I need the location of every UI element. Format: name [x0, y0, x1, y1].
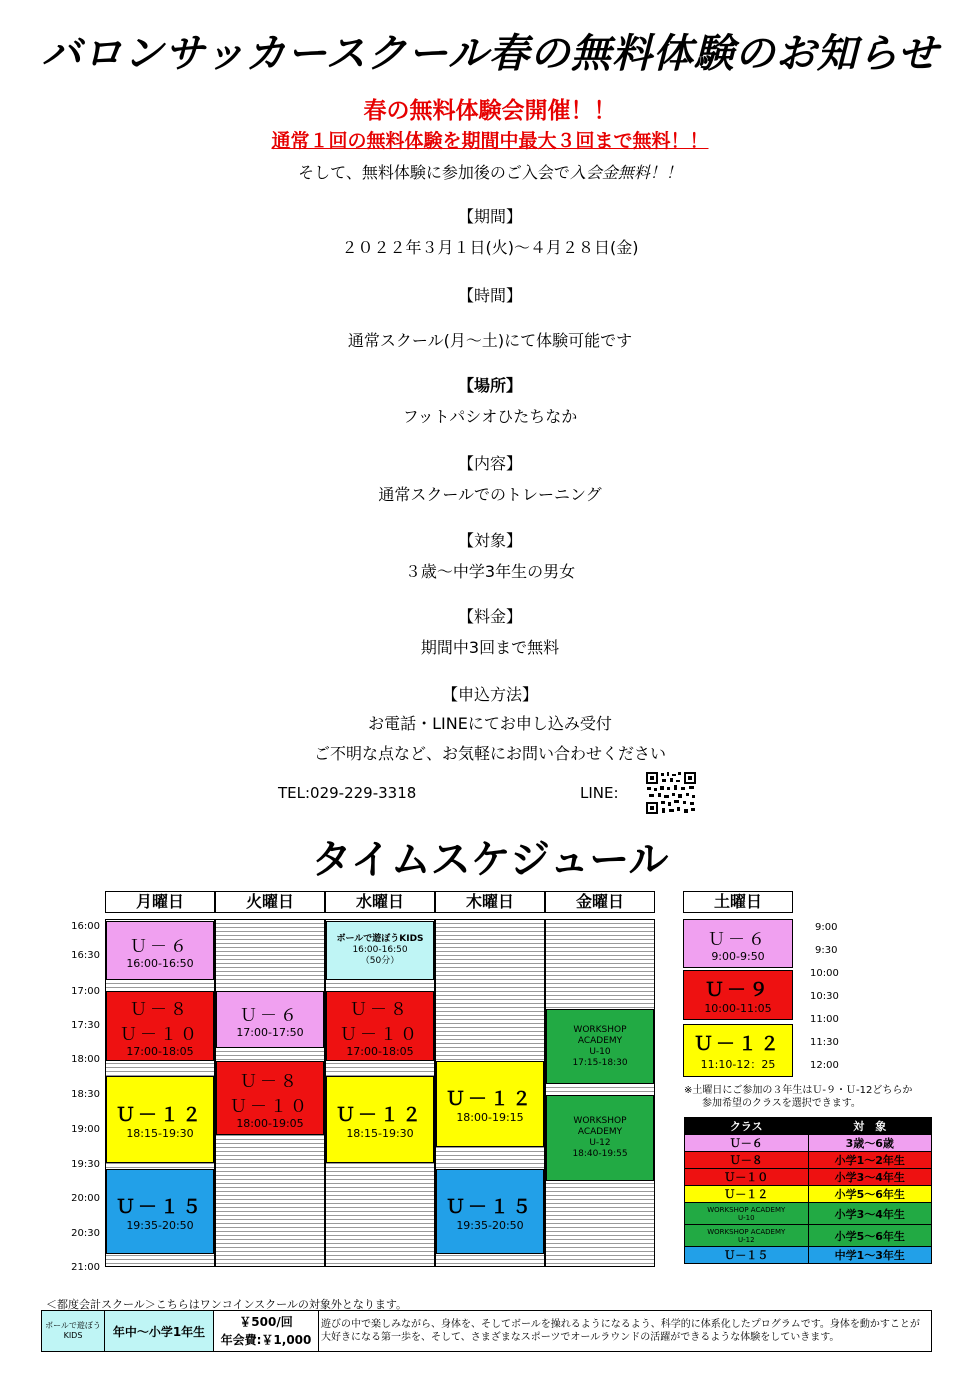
class-name: Ｕ－１２ [335, 1103, 424, 1126]
time-label: 18:30 [71, 1089, 100, 1100]
fee-label: 【料金】 [457, 607, 522, 626]
legend-target: 小学3～4年生 [808, 1169, 932, 1186]
class-block-fri-workshop-u12[interactable] [546, 1095, 654, 1181]
apply-label: 【申込方法】 [441, 685, 538, 704]
time-label: 20:00 [71, 1193, 100, 1204]
schedule-title: タイムスケジュール [311, 837, 669, 883]
class-name: Ｕ－６ [240, 1005, 300, 1026]
legend-header-class: クラス [685, 1118, 809, 1135]
class-time: 19:35-20:50 [126, 1218, 194, 1232]
kids-info-table [41, 1310, 932, 1352]
class-name: ACADEMY [577, 1035, 623, 1046]
class-time: 18:00-19:15 [456, 1111, 524, 1124]
time-label: 18:00 [71, 1054, 100, 1065]
class-name: Ｕ－１０ [340, 1024, 420, 1045]
header-friday: 金曜日 [545, 891, 655, 913]
class-legend-table [684, 1117, 932, 1264]
page-title: バロンサッカースクール春の無料体験のお知らせ [41, 31, 939, 77]
kids-price: ￥500/回 [239, 1315, 293, 1329]
kids-name-line: ボールで遊ぼう [45, 1321, 101, 1330]
sat-time-label: 10:00 [810, 968, 839, 979]
legend-class: Ｕ－１５ [685, 1247, 809, 1264]
legend-class: Ｕ－１２ [685, 1186, 809, 1203]
class-time: 10:00-11:05 [704, 1002, 772, 1015]
target-text: ３歳～中学3年生の男女 [404, 562, 576, 581]
class-time: 16:00-16:50 [126, 956, 194, 970]
class-block-sat-u12[interactable] [683, 1024, 793, 1077]
class-block-mon-u15[interactable] [106, 1169, 214, 1254]
legend-class-line: WORKSHOP ACADEMY [707, 1205, 786, 1214]
class-block-wed-u8-u10[interactable] [326, 991, 434, 1061]
sat-time-label: 9:00 [815, 922, 838, 933]
kids-annual-fee: 年会費:￥1,000 [220, 1333, 312, 1347]
legend-class-line: U-12 [737, 1235, 755, 1244]
sat-time-label: 9:30 [815, 945, 838, 956]
class-name: Ｕ－９ [704, 979, 771, 1001]
apply-text-1: お電話・LINEにてお申し込み受付 [368, 714, 612, 733]
header-saturday: 土曜日 [683, 891, 793, 913]
class-name: Ｕ－６ [130, 936, 190, 957]
legend-class: Ｕ－１０ [685, 1169, 809, 1186]
class-time: 17:00-17:50 [236, 1025, 304, 1039]
class-name: Ｕ－１５ [445, 1195, 534, 1218]
class-name: U-12 [589, 1138, 611, 1148]
legend-target: 小学5～6年生 [808, 1186, 932, 1203]
legend-target: 小学3～4年生 [808, 1203, 932, 1225]
sat-time-label: 11:30 [810, 1037, 839, 1048]
place-label: 【場所】 [457, 376, 522, 395]
time-label: 16:00 [71, 921, 100, 932]
class-name: Ｕ－６ [708, 929, 768, 950]
legend-target: 3歳～6歳 [808, 1135, 932, 1152]
period-label: 【期間】 [457, 207, 522, 226]
class-time: 9:00-9:50 [711, 949, 765, 963]
legend-class [685, 1225, 809, 1247]
legend-header-target: 対 象 [808, 1118, 932, 1135]
class-name: WORKSHOP [573, 1116, 627, 1126]
kids-price-cell [214, 1311, 319, 1352]
saturday-note-line: 参加希望のクラスを選択できます。 [702, 1098, 861, 1109]
legend-class-line: WORKSHOP ACADEMY [707, 1227, 786, 1236]
class-time: 18:15-19:30 [346, 1126, 414, 1140]
time-label: 16:30 [71, 950, 100, 961]
saturday-note [684, 1084, 964, 1110]
class-block-mon-u8-u10[interactable] [106, 991, 214, 1061]
time-label: 21:00 [71, 1262, 100, 1273]
class-time: 18:40-19:55 [572, 1149, 628, 1159]
class-name: Ｕ－１２ [693, 1033, 782, 1055]
class-name: Ｕ－１０ [230, 1096, 310, 1117]
legend-class: Ｕ－８ [685, 1152, 809, 1169]
legend-class [685, 1203, 809, 1225]
headline-sub: 通常１回の無料体験を期間中最大３回まで無料！！ [271, 130, 709, 152]
class-name: Ｕ－１５ [115, 1195, 204, 1218]
class-time: 18:15-19:30 [126, 1126, 194, 1140]
class-name: WORKSHOP [573, 1024, 627, 1035]
fee-text: 期間中3回まで無料 [420, 638, 560, 657]
subtitle-prefix: そして、無料体験に参加後のご入会で [298, 163, 570, 182]
class-name: Ｕ－１２ [115, 1103, 204, 1126]
header-monday: 月曜日 [105, 891, 215, 913]
kids-target-cell: 年中～小学1年生 [105, 1311, 214, 1352]
class-name: U-10 [589, 1046, 611, 1057]
legend-class-line: U-10 [737, 1213, 755, 1222]
class-block-sat-u9[interactable] [683, 970, 793, 1020]
class-time: 17:00-18:05 [346, 1044, 414, 1058]
header-wednesday: 水曜日 [325, 891, 435, 913]
class-name: Ｕ－８ [240, 1071, 300, 1092]
subtitle-emphasis: 入会金無料！！ [569, 163, 682, 182]
class-block-wed-u12[interactable] [326, 1076, 434, 1163]
headline: 春の無料体験会開催！！ [363, 98, 617, 124]
class-time: 18:00-19:05 [236, 1116, 304, 1130]
class-time: 17:15-18:30 [572, 1057, 628, 1068]
kids-name-cell [42, 1311, 105, 1352]
sat-time-label: 11:00 [810, 1014, 839, 1025]
time-label: 19:30 [71, 1159, 100, 1170]
saturday-note-line: ※土曜日にご参加の３年生はＵ-９・Ｕ-12どちらか [684, 1085, 913, 1096]
place-text: フットパシオひたちなか [402, 407, 578, 426]
apply-text-2: ご不明な点など、お気軽にお問い合わせください [313, 744, 666, 763]
time-label: 19:00 [71, 1124, 100, 1135]
subtitle [0, 160, 980, 183]
sat-time-label: 10:30 [810, 991, 839, 1002]
class-name: ボールで遊ぼうKIDS [336, 934, 424, 944]
kids-description-cell: 遊びの中で楽しみながら、身体を、そしてボールを操れるようになるよう、科学的に体系化したプログラムです。身体を動かすことが大好きになる第一歩を、そして、さまざまなスポーツでオールラウンドの活躍ができるような体験をしていきます。 [319, 1311, 932, 1352]
legend-target: 中学1～3年生 [808, 1247, 932, 1264]
class-block-sat-u6[interactable] [683, 919, 793, 968]
bottom-note: ＜都度会計スクール＞こちらはワンコインスクールの対象外となります。 [46, 1298, 408, 1311]
class-time: 11:10-12：25 [700, 1058, 776, 1071]
class-duration: （50分） [360, 956, 400, 966]
legend-class: Ｕ－６ [685, 1135, 809, 1152]
time-label: 20:30 [71, 1228, 100, 1239]
class-name: Ｕ－１２ [445, 1088, 534, 1110]
time-text: 通常スクール(月～土)にて体験可能です [347, 331, 633, 350]
class-name: Ｕ－１０ [120, 1024, 200, 1045]
class-time: 19:35-20:50 [456, 1218, 524, 1232]
column-friday [545, 919, 655, 1267]
class-block-tue-u8-u10[interactable] [216, 1061, 324, 1135]
qr-code-icon[interactable] [645, 771, 697, 815]
class-name: Ｕ－８ [350, 999, 410, 1020]
legend-target: 小学5～6年生 [808, 1225, 932, 1247]
class-block-mon-u12[interactable] [106, 1076, 214, 1163]
class-block-fri-workshop-u10[interactable] [546, 1009, 654, 1084]
class-block-thu-u15[interactable] [436, 1169, 544, 1254]
header-tuesday: 火曜日 [215, 891, 325, 913]
time-label: 17:00 [71, 986, 100, 997]
class-block-thu-u12[interactable] [436, 1061, 544, 1147]
class-block-tue-u6[interactable] [216, 991, 324, 1048]
line-label: LINE: [580, 784, 619, 802]
target-label: 【対象】 [457, 531, 522, 550]
content-text: 通常スクールでのトレーニング [378, 485, 602, 504]
class-time: 16:00-16:50 [352, 945, 408, 955]
time-label: 【時間】 [457, 286, 522, 305]
class-block-wed-kids[interactable] [326, 921, 434, 980]
class-time: 17:00-18:05 [126, 1044, 194, 1058]
content-label: 【内容】 [457, 454, 522, 473]
legend-target: 小学1～2年生 [808, 1152, 932, 1169]
class-block-mon-u6[interactable] [106, 921, 214, 980]
period-text: ２０２２年３月１日(火)～４月２８日(金) [341, 238, 639, 257]
time-label: 17:30 [71, 1020, 100, 1031]
class-name: ACADEMY [577, 1127, 623, 1137]
tel-number[interactable]: TEL:029-229-3318 [278, 784, 417, 802]
sat-time-label: 12:00 [810, 1060, 839, 1071]
header-thursday: 木曜日 [435, 891, 545, 913]
class-name: Ｕ－８ [130, 999, 190, 1020]
kids-name-line: KIDS [63, 1331, 83, 1340]
